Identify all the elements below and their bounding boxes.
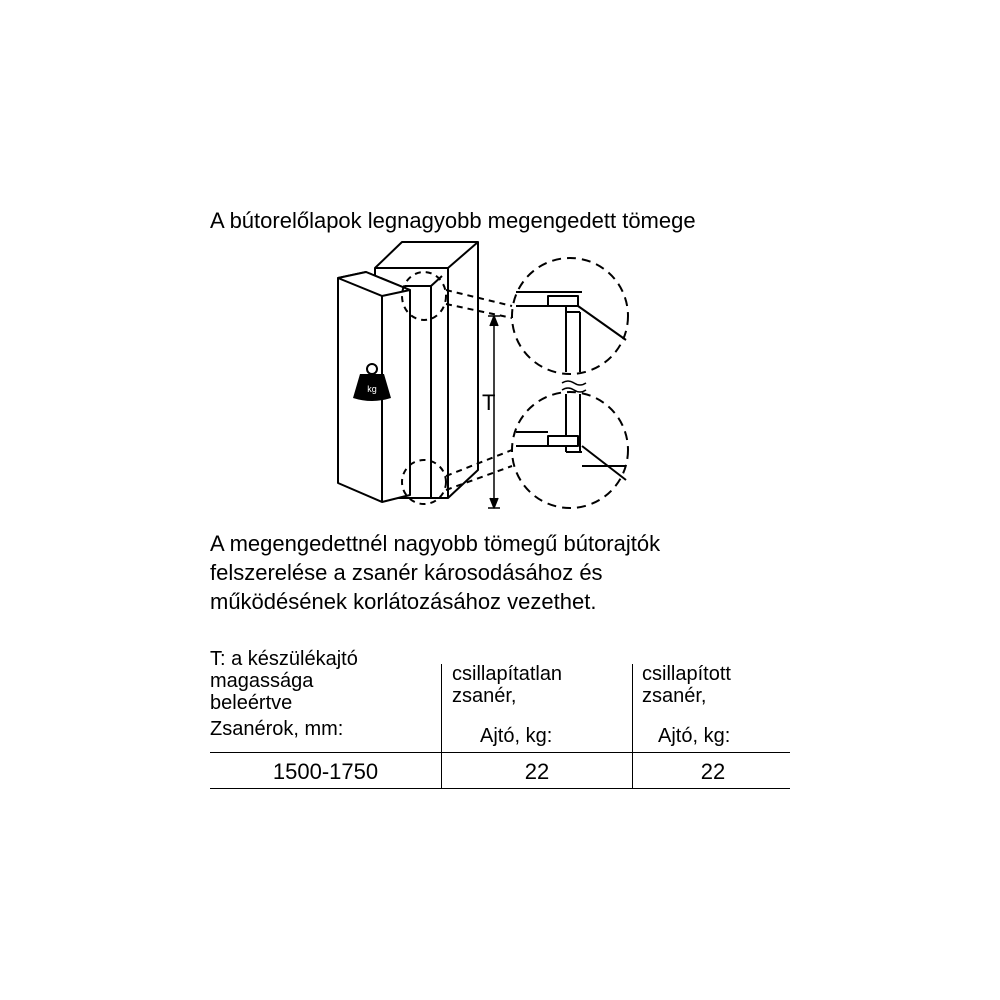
height-column-header: T: a készülékajtó magassága beleértve Zsanérok, mm: <box>210 648 358 740</box>
undamped-weight-cell: 22 <box>524 759 550 784</box>
height-range-cell: 1500-1750 <box>272 759 379 784</box>
weight-icon-label: kg <box>367 384 377 394</box>
lower-hinge-detail <box>512 392 628 508</box>
upper-hinge-detail <box>512 258 628 374</box>
warning-line: A megengedettnél nagyobb tömegű bútorajtók <box>210 531 661 556</box>
page-title: A bútorelőlapok legnagyobb megengedett tömege <box>210 208 696 233</box>
header-rule <box>210 752 790 753</box>
warning-line: felszerelése a zsanér károsodásához és <box>210 560 603 585</box>
warning-text <box>210 529 660 616</box>
damped-weight-cell: 22 <box>700 759 726 784</box>
undamped-column-header: csillapítatlan zsanér, Ajtó, kg: <box>452 663 563 747</box>
damped-column-header: csillapított zsanér, Ajtó, kg: <box>642 663 731 747</box>
warning-line: működésének korlátozásához vezethet. <box>210 589 597 614</box>
height-label: T <box>482 390 496 415</box>
bottom-rule <box>210 788 790 789</box>
